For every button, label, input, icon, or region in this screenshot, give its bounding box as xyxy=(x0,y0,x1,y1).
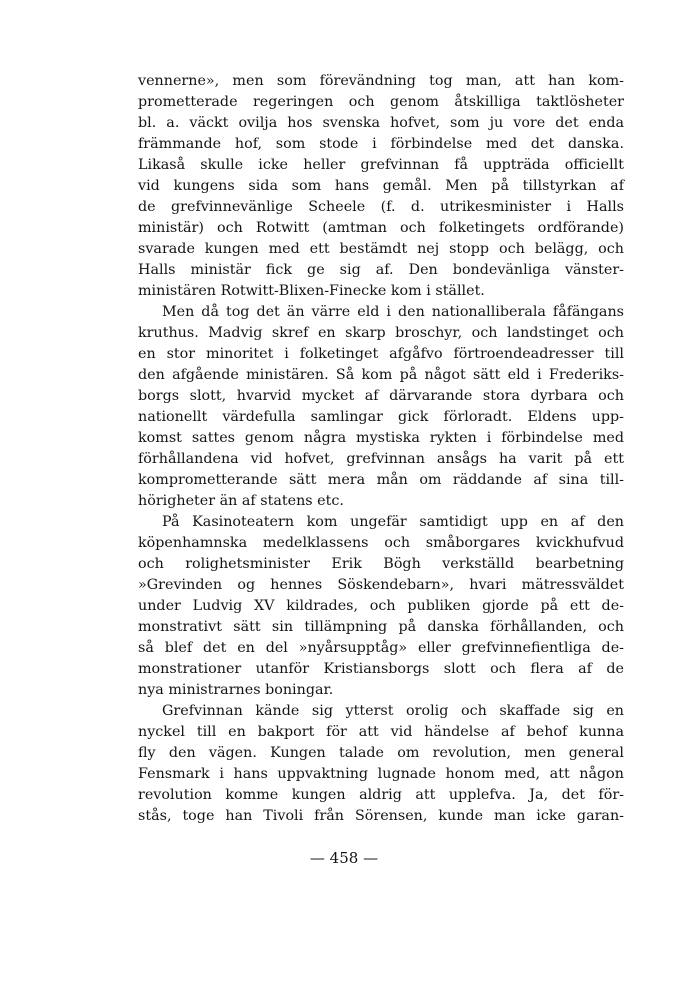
text-line: bl. a. väckt ovilja hos svenska hofvet, som ju vore det enda xyxy=(138,115,624,131)
text-line: och rolighetsminister Erik Bögh verkställd bearbetning xyxy=(138,556,624,572)
text-line: köpenhamnska medelklassens och småborgares kvickhufvud xyxy=(138,535,624,551)
text-line: främmande hof, som stode i förbindelse med det danska. xyxy=(138,136,624,152)
text-line: På Kasinoteatern kom ungefär samtidigt upp en af den xyxy=(162,514,624,530)
text-line: vennerne», men som förevändning tog man, att han kom- xyxy=(138,73,624,89)
text-line: fly den vägen. Kungen talade om revolution, men general xyxy=(138,745,624,761)
text-line: en stor minoritet i folketinget afgåfvo förtroendeadresser till xyxy=(138,346,624,362)
text-line: förhållandena vid hofvet, grefvinnan ansågs ha varit på ett xyxy=(138,451,624,467)
text-line: kruthus. Madvig skref en skarp broschyr, och landstinget och xyxy=(138,325,624,341)
text-line: monstrativt sätt sin tillämpning på danska förhållanden, och xyxy=(138,619,624,635)
text-line: Likaså skulle icke heller grefvinnan få uppträda officiellt xyxy=(138,157,624,173)
text-line: Men då tog det än värre eld i den nationalliberala fåfängans xyxy=(162,304,624,320)
text-line: den afgående ministären. Så kom på något sätt eld i Frederiks- xyxy=(138,367,624,383)
text-line: nya ministrarnes boningar. xyxy=(138,682,334,698)
text-line: »Grevinden og hennes Söskendebarn», hvari mätressväldet xyxy=(138,577,624,593)
text-line: svarade kungen med ett bestämdt nej stopp och belägg, och xyxy=(138,241,624,257)
text-line: prometterade regeringen och genom åtskilliga taktlösheter xyxy=(138,94,624,110)
text-line: nyckel till en bakport för att vid händelse af behof kunna xyxy=(138,724,624,740)
text-line: nationellt värdefulla samlingar gick förloradt. Eldens upp- xyxy=(138,409,624,425)
text-line: komst sattes genom några mystiska rykten i förbindelse med xyxy=(138,430,624,446)
text-line: borgs slott, hvarvid mycket af därvarande stora dyrbara och xyxy=(138,388,624,404)
page-number: — 458 — xyxy=(309,849,379,867)
body-text xyxy=(138,71,624,827)
text-line: hörigheter än af statens etc. xyxy=(138,493,344,509)
text-line: komprometterande sätt mera mån om räddande af sina till- xyxy=(138,472,624,488)
text-line: revolution komme kungen aldrig att upplefva. Ja, det för- xyxy=(138,787,624,803)
text-line: ministär) och Rotwitt (amtman och folketingets ordförande) xyxy=(138,220,624,236)
text-line: under Ludvig XV kildrades, och publiken gjorde på ett de- xyxy=(138,598,624,614)
text-line: så blef det en del »nyårsupptåg» eller grefvinnefientliga de- xyxy=(138,640,624,656)
text-line: monstrationer utanför Kristiansborgs slott och flera af de xyxy=(138,661,624,677)
text-line: ministären Rotwitt-Blixen-Finecke kom i stället. xyxy=(138,283,485,299)
text-line: Halls ministär fick ge sig af. Den bondevänliga vänster- xyxy=(138,262,624,278)
text-line: Fensmark i hans uppvaktning lugnade honom med, att någon xyxy=(138,766,624,782)
text-line: de grefvinnevänlige Scheele (f. d. utrikesminister i Halls xyxy=(138,199,624,215)
text-line: vid kungens sida som hans gemål. Men på tillstyrkan af xyxy=(138,178,624,194)
text-line: stås, toge han Tivoli från Sörensen, kunde man icke garan- xyxy=(138,808,624,824)
text-line: Grefvinnan kände sig ytterst orolig och skaffade sig en xyxy=(162,703,624,719)
